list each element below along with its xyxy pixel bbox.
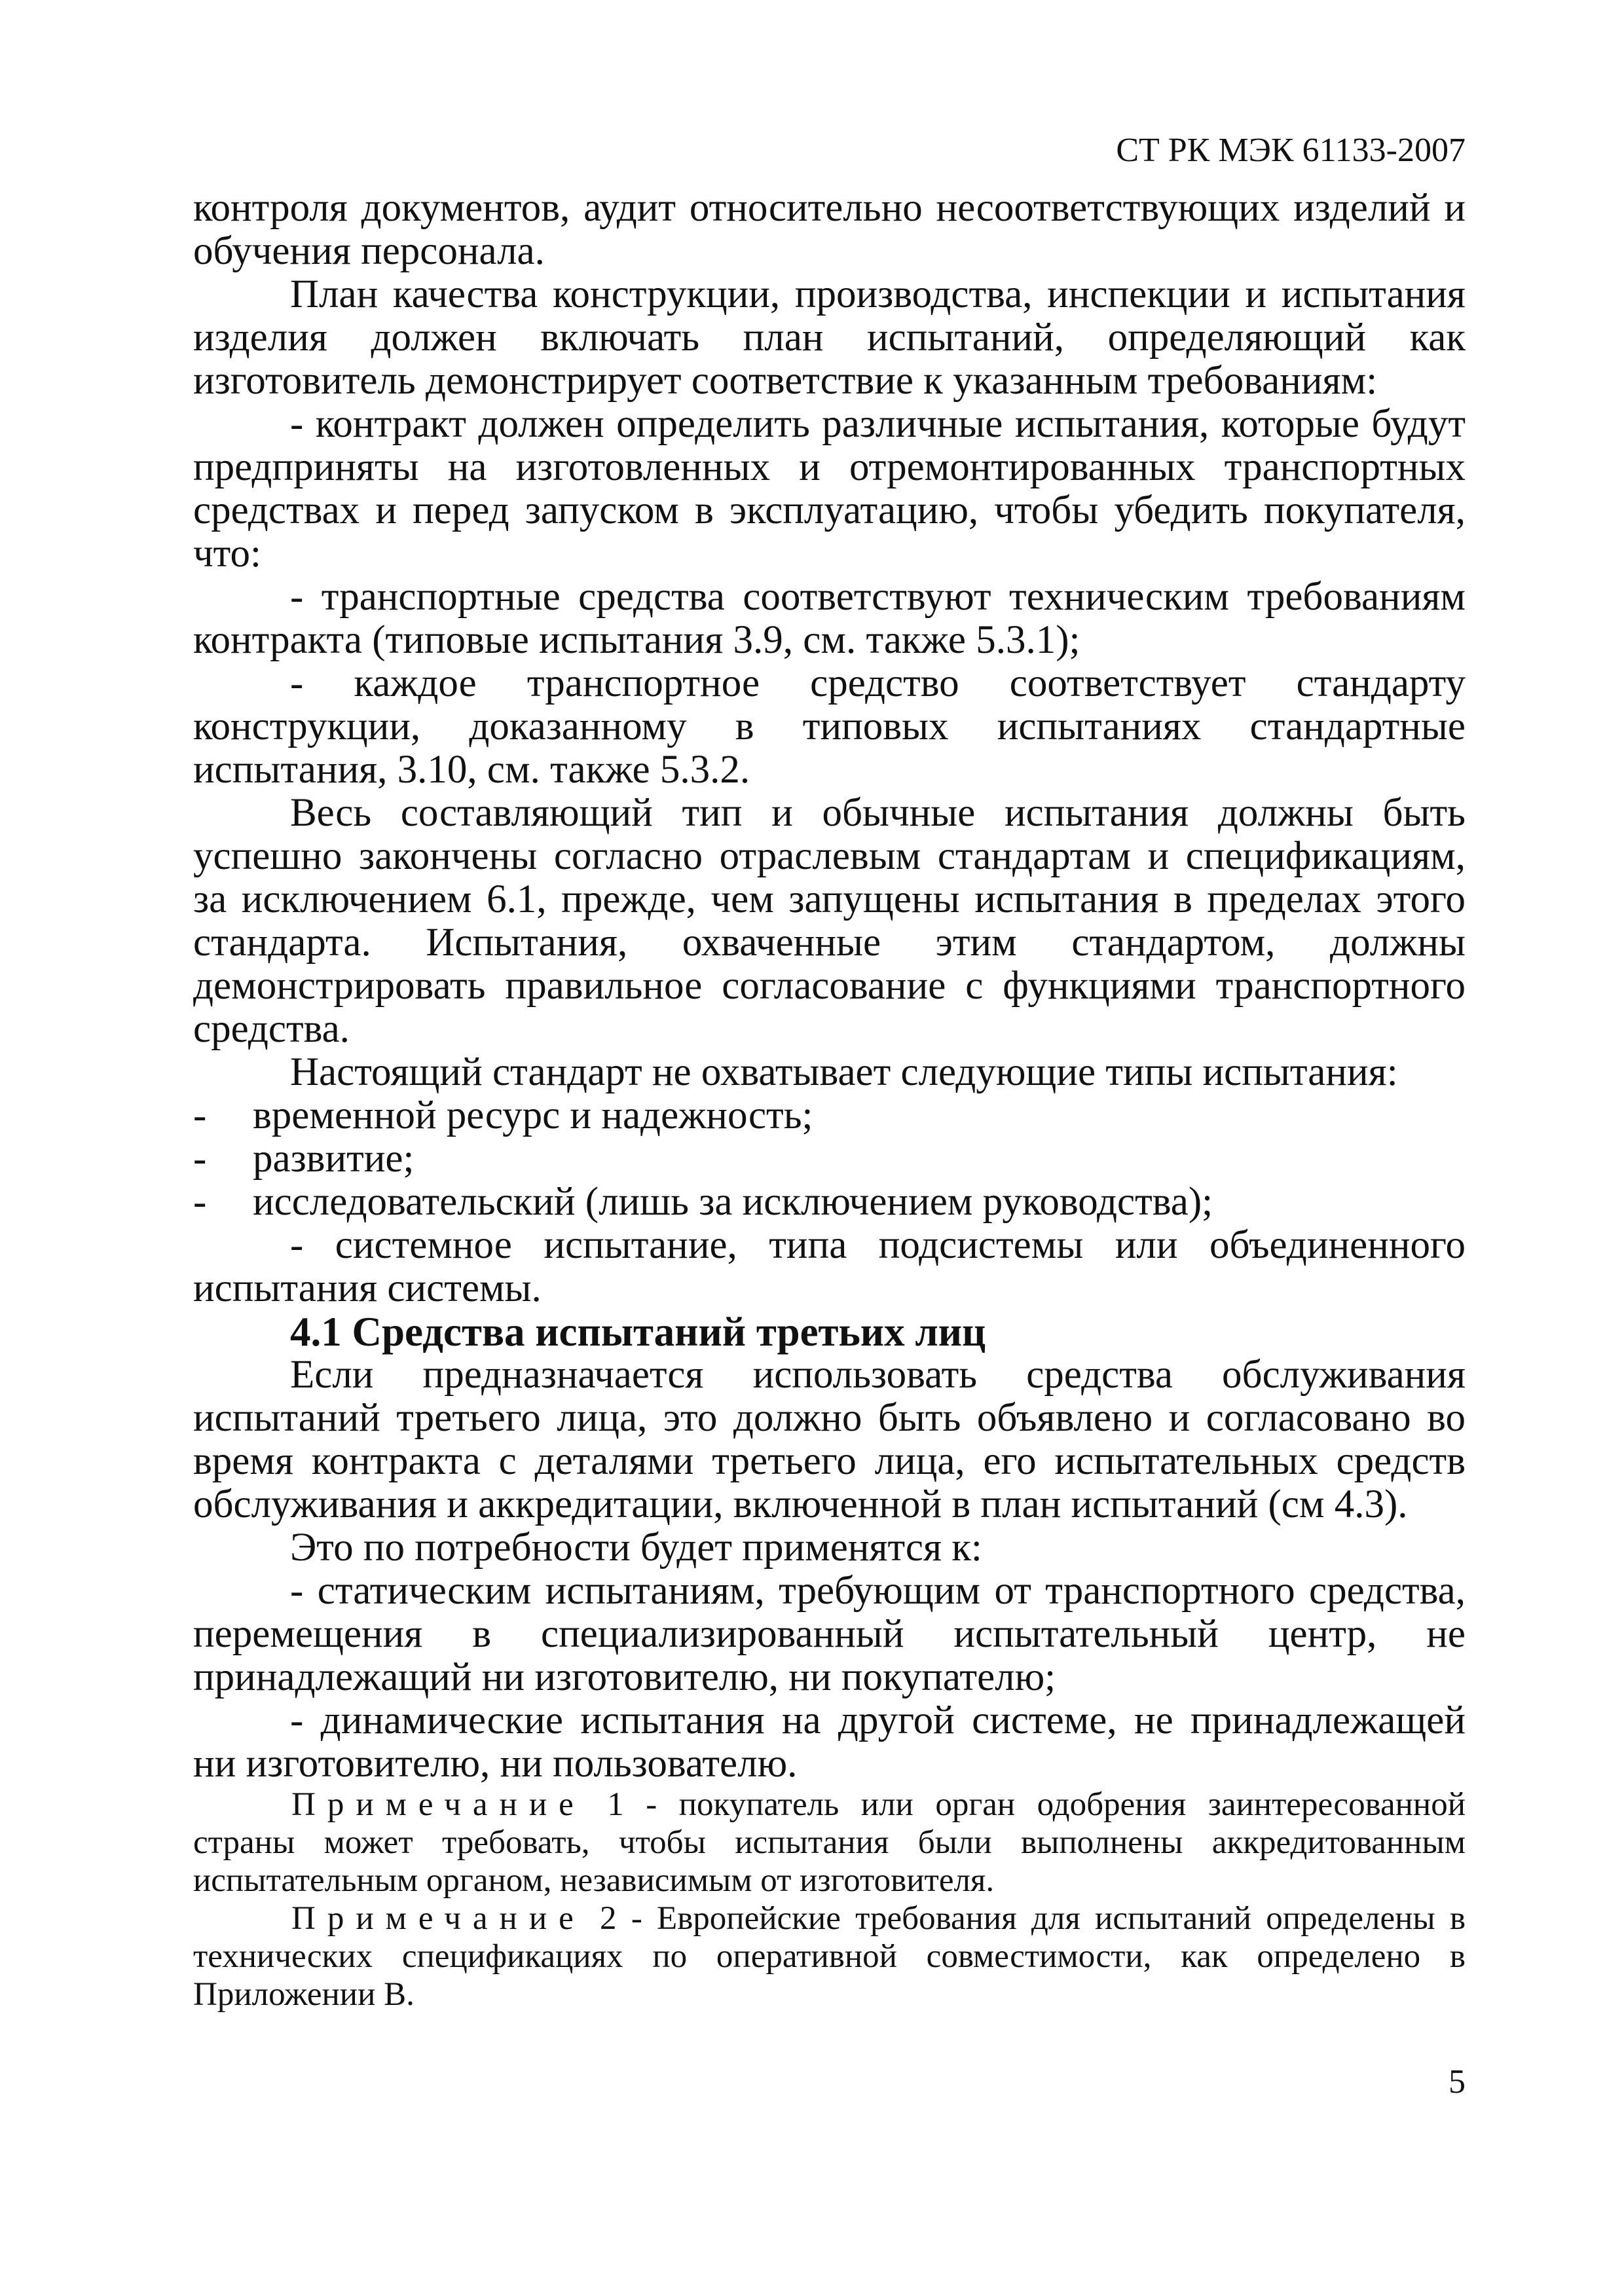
note-text: - Европейские требования для испытаний определены в технических спецификациях по оперативной совместимости, как определено в Приложении В. — [193, 1900, 1466, 2013]
paragraph-type-tests: - транспортные средства соответствуют техническим требованиям контракта (типовые испытания 3.9, см. также 5.3.1); — [193, 575, 1466, 662]
page-number: 5 — [1449, 2063, 1466, 2101]
list-item-text: временной ресурс и надежность; — [253, 1093, 813, 1137]
paragraph-static-tests: - статическим испытаниям, требующим от транспортного средства, перемещения в специализированный испытательный центр, не принадлежащий ни изготовителю, ни покупателю; — [193, 1569, 1466, 1699]
list-dash: - — [193, 1180, 207, 1224]
paragraph-contract-tests: - контракт должен определить различные испытания, которые будут предприняты на изготовленных и отремонтированных транспортных средствах и перед запуском в эксплуатацию, чтобы убедить покупателя, что: — [193, 402, 1466, 576]
note-text: - покупатель или орган одобрения заинтересованной страны может требовать, чтобы испытания были выполнены аккредитованным испытательным органом, независимым от изготовителя. — [193, 1786, 1466, 1899]
list-item — [193, 1137, 1466, 1181]
document-code-header: СТ РК МЭК 61133-2007 — [1116, 132, 1466, 169]
paragraph-third-party: Если предназначается использовать средства обслуживания испытаний третьего лица, это должно быть объявлено и согласовано во время контракта с деталями третьего лица, его испытательных средств обслуживания и аккредитации, включенной в план испытаний (см 4.3). — [193, 1353, 1466, 1526]
list-item-text: развитие; — [253, 1137, 415, 1181]
paragraph-system-test: - системное испытание, типа подсистемы или объединенного испытания системы. — [193, 1223, 1466, 1310]
paragraph-routine-tests: - каждое транспортное средство соответствует стандарту конструкции, доказанному в типовых испытаниях стандартные испытания, 3.10, см. также 5.3.2. — [193, 661, 1466, 792]
list-item — [193, 1181, 1466, 1224]
paragraph-continuation: контроля документов, аудит относительно несоответствующих изделий и обучения персонала. — [193, 186, 1466, 273]
list-dash: - — [193, 1093, 207, 1137]
page-content — [193, 187, 1466, 2013]
list-item — [193, 1094, 1466, 1137]
paragraph-applies-to: Это по потребности будет применятся к: — [290, 1526, 982, 1570]
note-1 — [193, 1786, 1466, 1900]
section-heading: 4.1 Средства испытаний третьих лиц — [290, 1309, 986, 1355]
list-item-text: исследовательский (лишь за исключением руководства); — [253, 1180, 1213, 1224]
note-label: Примечание — [291, 1786, 585, 1823]
note-number: 1 — [607, 1786, 624, 1823]
note-number: 2 — [600, 1900, 617, 1937]
paragraph-dynamic-tests: - динамические испытания на другой системе, не принадлежащей ни изготовителю, ни пользователю. — [193, 1698, 1466, 1786]
paragraph-all-tests: Весь составляющий тип и обычные испытания должны быть успешно закончены согласно отраслевым стандартам и спецификациям, за исключением 6.1, прежде, чем запущены испытания в пределах этого стандарта. Испытания, охваченные этим стандартом, должны демонстрировать правильное согласование с функциями транспортного средства. — [193, 791, 1466, 1051]
paragraph-quality-plan: План качества конструкции, производства, инспекции и испытания изделия должен включать план испытаний, определяющий как изготовитель демонстрирует соответствие к указанным требованиям: — [193, 272, 1466, 403]
note-label: Примечание — [291, 1900, 585, 1937]
paragraph-scope-exclusions: Настоящий стандарт не охватывает следующие типы испытания: — [290, 1050, 1398, 1094]
note-2 — [193, 1900, 1466, 2013]
list-dash: - — [193, 1137, 207, 1181]
